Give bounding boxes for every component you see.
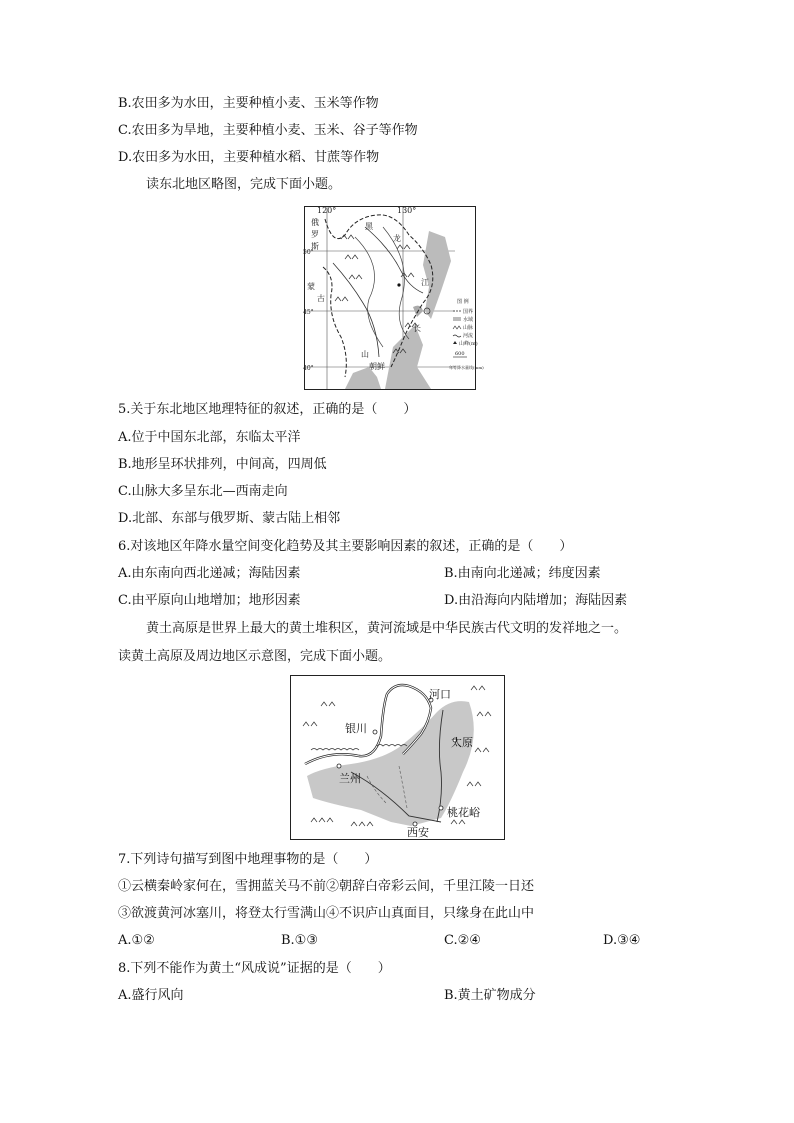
- q6-option-a: A.由东南向西北递减；海陆因素: [118, 566, 301, 581]
- label-chang: 长: [413, 324, 421, 333]
- q7-option-c: C.②④: [444, 933, 481, 948]
- label-long: 龙: [393, 234, 401, 243]
- q6-stem: 6.对该地区年降水量空间变化趋势及其主要影响因素的叙述，正确的是（ ）: [118, 539, 573, 554]
- label-taohuayu: 桃花峪: [447, 806, 480, 819]
- legend-water: 水域: [463, 317, 474, 323]
- intro-northeast: 读东北地区略图，完成下面小题。: [146, 177, 342, 192]
- q7-poem-line-1: ①云横秦岭家何在，雪拥蓝关马不前②朝辞白帝彩云间，千里江陵一日还: [118, 879, 535, 894]
- legend-mountain: 山脉: [463, 325, 474, 331]
- label-luo: 罗: [311, 230, 319, 239]
- intro-loess-2: 读黄土高原及周边地区示意图，完成下面小题。: [118, 649, 392, 664]
- q5-stem: 5.关于东北地区地理特征的叙述，正确的是（ ）: [118, 402, 417, 417]
- q6-option-b: B.由南向北递减；纬度因素: [444, 566, 601, 581]
- legend-river: 河流: [463, 333, 474, 339]
- northeast-china-map: [303, 206, 484, 390]
- legend-peak: 山峰(m): [459, 341, 478, 347]
- q4-option-c: C.农田多为旱地，主要种植小麦、玉米、谷子等作物: [118, 123, 418, 138]
- q8-option-b: B.黄土矿物成分: [444, 988, 536, 1003]
- legend-isoline: 年等降水量线(mm): [449, 365, 484, 370]
- q7-poem-line-2: ③欲渡黄河冰塞川，将登太行雪满山④不识庐山真面目，只缘身在此山中: [118, 906, 535, 921]
- label-jiang: 江: [421, 278, 429, 287]
- lon-label-130: 130°: [397, 206, 417, 215]
- label-hei: 黑: [365, 222, 373, 231]
- label-xian: 西安: [407, 826, 429, 839]
- label-si: 斯: [311, 242, 319, 251]
- lon-label-120: 120°: [317, 206, 337, 215]
- loess-plateau-map: [290, 675, 505, 840]
- label-yinchuan: 银川: [345, 722, 367, 735]
- q5-option-b: B.地形呈环状排列，中间高，四周低: [118, 457, 327, 472]
- legend-border: 国界: [463, 309, 474, 315]
- legend-title: 图 例: [457, 299, 469, 305]
- q7-stem: 7.下列诗句描写到图中地理事物的是（ ）: [118, 852, 378, 867]
- q7-option-a: A.①②: [118, 933, 155, 948]
- lat-label-50: 50°: [303, 249, 314, 256]
- legend-isoline-value: 600: [455, 351, 465, 357]
- label-meng: 蒙: [307, 282, 315, 291]
- intro-loess-1: 黄土高原是世界上最大的黄土堆积区，黄河流域是中华民族古代文明的发祥地之一。: [146, 621, 628, 636]
- label-e: 俄: [311, 218, 319, 227]
- label-hekou: 河口: [429, 688, 451, 701]
- label-chaoxian: 朝鲜: [369, 362, 385, 371]
- q4-option-d: D.农田多为水田，主要种植水稻、甘蔗等作物: [118, 150, 380, 165]
- label-taiyuan: 太原: [451, 736, 473, 749]
- q4-option-b: B.农田多为水田，主要种植小麦、玉米等作物: [118, 96, 379, 111]
- q6-option-c: C.由平原向山地增加；地形因素: [118, 593, 301, 608]
- label-lanzhou: 兰州: [339, 772, 361, 785]
- q5-option-d: D.北部、东部与俄罗斯、蒙古陆上相邻: [118, 511, 341, 526]
- q7-option-b: B.①③: [281, 933, 318, 948]
- q8-stem: 8.下列不能作为黄土“风成说”证据的是（ ）: [118, 961, 391, 976]
- label-gu: 古: [317, 294, 325, 303]
- q8-option-a: A.盛行风向: [118, 988, 184, 1003]
- label-shan: 山: [361, 350, 369, 359]
- q5-option-c: C.山脉大多呈东北—西南走向: [118, 484, 288, 499]
- lat-label-40: 40°: [303, 365, 314, 372]
- lat-label-45: 45°: [303, 309, 314, 316]
- q7-option-d: D.③④: [603, 933, 641, 948]
- q6-option-d: D.由沿海向内陆增加；海陆因素: [444, 593, 628, 608]
- q5-option-a: A.位于中国东北部，东临太平洋: [118, 430, 301, 445]
